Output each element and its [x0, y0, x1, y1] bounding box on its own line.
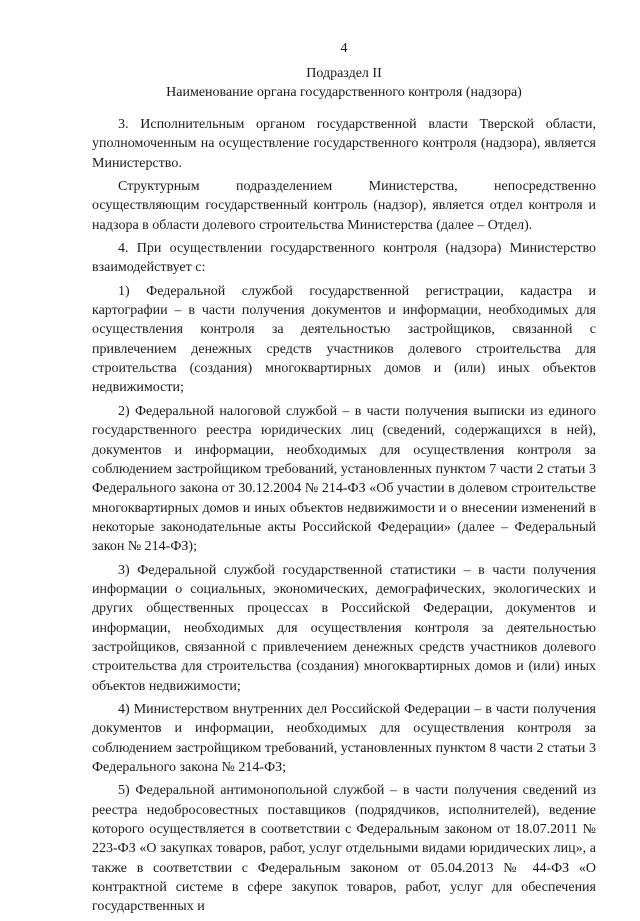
- document-body: [92, 115, 596, 921]
- paragraph-item-rosreestr: 1) Федеральной службой государственной регистрации, кадастра и картографии – в части получения документов и информации, необходимых для осуществления контроля за деятельностью застройщиков, связанной с привлечением денежных средств участников долевого строительства для строительства (создания) многоквартирных домов и (или) иных объектов недвижимости;: [92, 283, 596, 396]
- paragraph-structural-unit: Структурным подразделением Министерства, непосредственно осуществляющим государственный контроль (надзор), является отдел контроля и надзора в области долевого строительства Министерства (далее – Отдел).: [92, 179, 596, 233]
- subsection-title: Подраздел II: [306, 66, 382, 81]
- paragraph-item-interior-ministry: 4) Министерством внутренних дел Российской Федерации – в части получения документов и информации, необходимых для осуществления контроля за соблюдением застройщиком требований, установленных пунктом 8 части 2 статьи 3 Федерального закона № 214-ФЗ;: [92, 701, 596, 775]
- paragraph-executive-body: 3. Исполнительным органом государственной власти Тверской области, уполномоченным на осуществление государственного контроля (надзора), является Министерство.: [92, 117, 596, 171]
- paragraph-interaction-intro: 4. При осуществлении государственного контроля (надзора) Министерство взаимодействует с:: [92, 241, 596, 276]
- page-number: 4: [340, 41, 348, 56]
- subsection-name: Наименование органа государственного контроля (надзора): [166, 85, 522, 100]
- paragraph-item-tax-service: 2) Федеральной налоговой службой – в части получения выписки из единого государственного реестра юридических лиц (сведений, содержащихся в ней), документов и информации, необходимых для осуществления контроля за соблюдением застройщиком требований, установленных пунктом 7 части 2 статьи 3 Федерального закона от 30.12.2004 № 214-ФЗ «Об участии в долевом строительстве многоквартирных домов и иных объектов недвижимости и о внесении изменений в некоторые законодательные акты Российской Федерации» (далее – Федеральный закон № 214-ФЗ);: [92, 403, 596, 555]
- paragraph-item-antimonopoly: 5) Федеральной антимонопольной службой – в части получения сведений из реестра недобросовестных поставщиков (подрядчиков, исполнителей), ведение которого осуществляется в соответствии с Федеральным законом от 18.07.2011 № 223-ФЗ «О закупках товаров, работ, услуг отдельными видами юридических лиц», а также в соответствии с Федеральным законом от 05.04.2013 № 44-ФЗ «О контрактной системе в сфере закупок товаров, работ, услуг для обеспечения государственных и: [92, 783, 596, 915]
- paragraph-item-statistics: 3) Федеральной службой государственной статистики – в части получения информации о социальных, экономических, демографических, экологических и других общественных процессах в Российской Федерации, документов и информации, необходимых для осуществления контроля за деятельностью застройщиков, связанной с привлечением денежных средств участников долевого строительства для строительства (создания) многоквартирных домов и (или) иных объектов недвижимости;: [92, 562, 596, 694]
- document-page: [92, 0, 596, 915]
